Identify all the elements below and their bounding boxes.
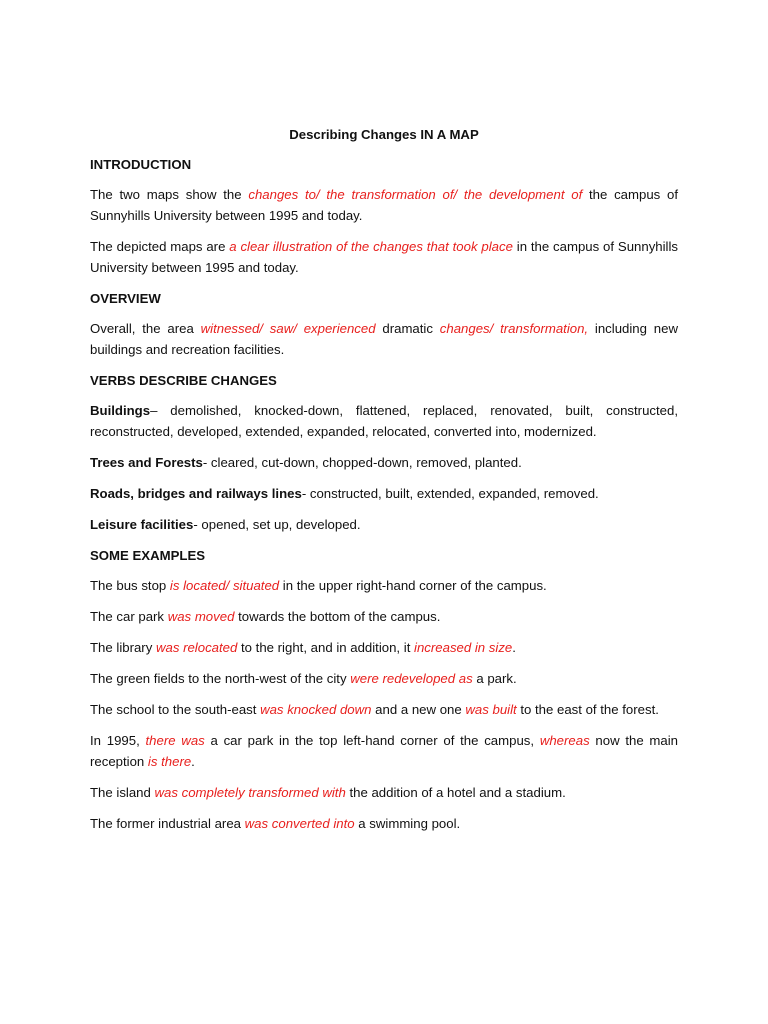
text-run: .: [512, 640, 516, 655]
document-page: [90, 124, 678, 844]
highlighted-phrase: were redeveloped as: [350, 671, 473, 686]
paragraph: [90, 318, 678, 360]
document-title: Describing Changes IN A MAP: [289, 127, 479, 142]
highlighted-phrase: witnessed/ saw/ experienced: [200, 321, 376, 336]
text-run: Overall, the area: [90, 321, 201, 336]
highlighted-phrase: whereas: [539, 733, 590, 748]
text-run: - opened, set up, developed.: [193, 517, 361, 532]
text-run: a car park in the top left-hand corner of the campus,: [204, 733, 540, 748]
paragraph: [90, 452, 678, 473]
highlighted-phrase: was moved: [167, 609, 235, 624]
text-run: including new buildings and recreation facilities.: [90, 321, 678, 357]
paragraph: [90, 514, 678, 535]
text-run: to the east of the forest.: [516, 702, 659, 717]
paragraph: [90, 236, 678, 278]
text-run: dramatic: [375, 321, 440, 336]
highlighted-phrase: is located/ situated: [169, 578, 280, 593]
section-heading-verbs: VERBS DESCRIBE CHANGES: [90, 373, 277, 388]
text-run: The library: [90, 640, 156, 655]
text-run: The island: [90, 785, 155, 800]
highlighted-phrase: a clear illustration of the changes that took place: [229, 239, 513, 254]
paragraph: [90, 730, 678, 772]
text-run: The bus stop: [90, 578, 170, 593]
bold-term: Leisure facilities: [90, 517, 194, 532]
highlighted-phrase: there was: [145, 733, 205, 748]
highlighted-phrase: increased in size: [414, 640, 513, 655]
highlighted-phrase: was knocked down: [260, 702, 372, 717]
text-run: The school to the south-east: [90, 702, 261, 717]
text-run: the campus of Sunnyhills University between 1995 and today.: [90, 187, 679, 223]
paragraph: [90, 637, 678, 658]
text-run: towards the bottom of the campus.: [234, 609, 441, 624]
text-run: The two maps show the: [90, 187, 249, 202]
section-heading-overview: OVERVIEW: [90, 291, 161, 306]
bold-term: Buildings: [90, 403, 151, 418]
paragraph: [90, 668, 678, 689]
text-run: a swimming pool.: [354, 816, 461, 831]
paragraph: [90, 400, 678, 442]
text-run: In 1995,: [90, 733, 146, 748]
text-run: - cleared, cut-down, chopped-down, removed, planted.: [202, 455, 522, 470]
document-body: [90, 154, 678, 834]
text-run: now the main reception: [90, 733, 679, 769]
text-run: – demolished, knocked-down, flattened, replaced, renovated, built, constructed, reconstructed, developed, extended, expanded, relocated, converted into, modernized.: [90, 403, 678, 439]
text-run: .: [191, 754, 195, 769]
text-run: - constructed, built, extended, expanded, removed.: [301, 486, 599, 501]
text-run: The car park: [90, 609, 168, 624]
paragraph: [90, 575, 678, 596]
section-heading-examples: SOME EXAMPLES: [90, 548, 206, 563]
text-run: in the campus of Sunnyhills University between 1995 and today.: [90, 239, 679, 275]
paragraph: [90, 699, 678, 720]
text-run: The former industrial area: [90, 816, 245, 831]
text-run: and a new one: [371, 702, 466, 717]
paragraph: [90, 483, 678, 504]
bold-term: Roads, bridges and railways lines: [90, 486, 302, 501]
text-run: in the upper right-hand corner of the campus.: [279, 578, 547, 593]
highlighted-phrase: was converted into: [244, 816, 355, 831]
text-run: a park.: [472, 671, 517, 686]
text-run: The green fields to the north-west of the city: [90, 671, 351, 686]
text-run: the addition of a hotel and a stadium.: [345, 785, 566, 800]
paragraph: [90, 606, 678, 627]
highlighted-phrase: changes to/ the transformation of/ the development of: [248, 187, 583, 202]
highlighted-phrase: was relocated: [155, 640, 238, 655]
highlighted-phrase: was completely transformed with: [154, 785, 346, 800]
bold-term: Trees and Forests: [90, 455, 203, 470]
section-heading-introduction: INTRODUCTION: [90, 157, 192, 172]
highlighted-phrase: changes/ transformation,: [439, 321, 589, 336]
text-run: The depicted maps are: [90, 239, 230, 254]
paragraph: [90, 813, 678, 834]
paragraph: [90, 782, 678, 803]
paragraph: [90, 184, 678, 226]
text-run: to the right, and in addition, it: [237, 640, 415, 655]
highlighted-phrase: was built: [465, 702, 517, 717]
highlighted-phrase: is there: [147, 754, 192, 769]
